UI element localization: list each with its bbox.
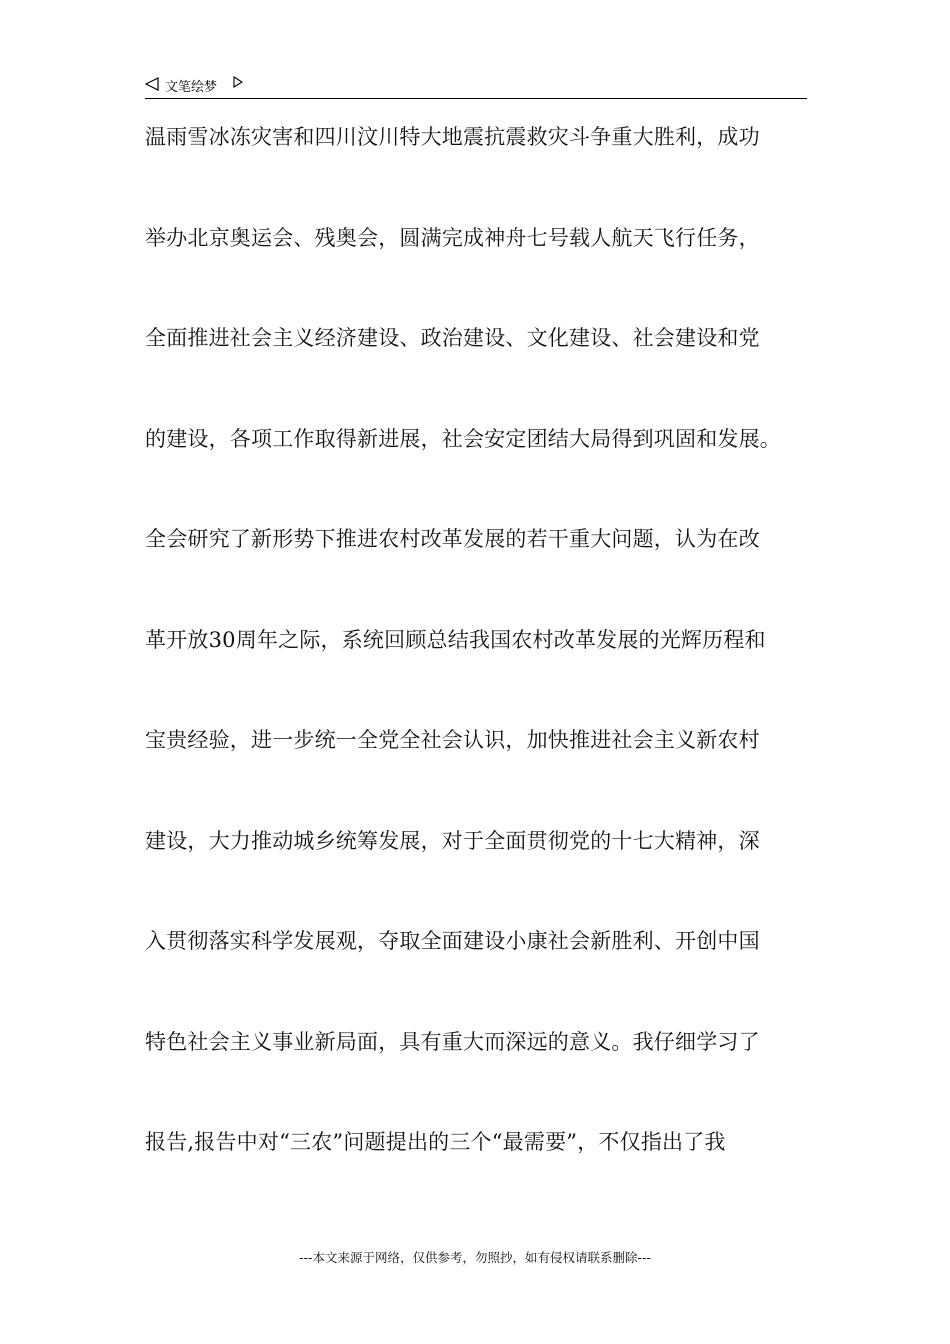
- body-line: 的建设，各项工作取得新进展，社会安定团结大局得到巩固和发展。: [145, 426, 781, 451]
- body-line: 温雨雪冰冻灾害和四川汶川特大地震抗震救灾斗争重大胜利，成功: [145, 125, 760, 149]
- body-line: 建设，大力推动城乡统筹发展，对于全面贯彻党的十七大精神，深: [145, 828, 760, 853]
- triangle-left-icon: [145, 77, 159, 91]
- body-line: 宝贵经验，进一步统一全党全社会认识，加快推进社会主义新农村: [145, 728, 760, 752]
- body-line: 入贯彻落实科学发展观，夺取全面建设小康社会新胜利、开创中国: [145, 929, 760, 953]
- page-header: [145, 74, 807, 99]
- body-line: 全会研究了新形势下推进农村改革发展的若干重大问题，认为在改: [145, 527, 760, 551]
- header-brand: 文笔绘梦: [165, 80, 218, 95]
- triangle-right-icon: [233, 76, 243, 88]
- body-line: 全面推进社会主义经济建设、政治建设、文化建设、社会建设和党: [145, 326, 760, 350]
- body-line: 革开放30周年之际，系统回顾总结我国农村改革发展的光辉历程和: [145, 627, 766, 652]
- body-line: 举办北京奥运会、残奥会，圆满完成神舟七号载人航天飞行任务，: [145, 225, 760, 250]
- page-footer: ---本文来源于网络，仅供参考，勿照抄，如有侵权请联系删除---: [298, 1250, 652, 1265]
- document-body: [145, 118, 825, 1224]
- body-line: 报告,报告中对“三农”问题提出的三个“最需要”，不仅指出了我: [145, 1130, 726, 1154]
- body-line: 特色社会主义事业新局面，具有重大而深远的意义。我仔细学习了: [145, 1029, 760, 1054]
